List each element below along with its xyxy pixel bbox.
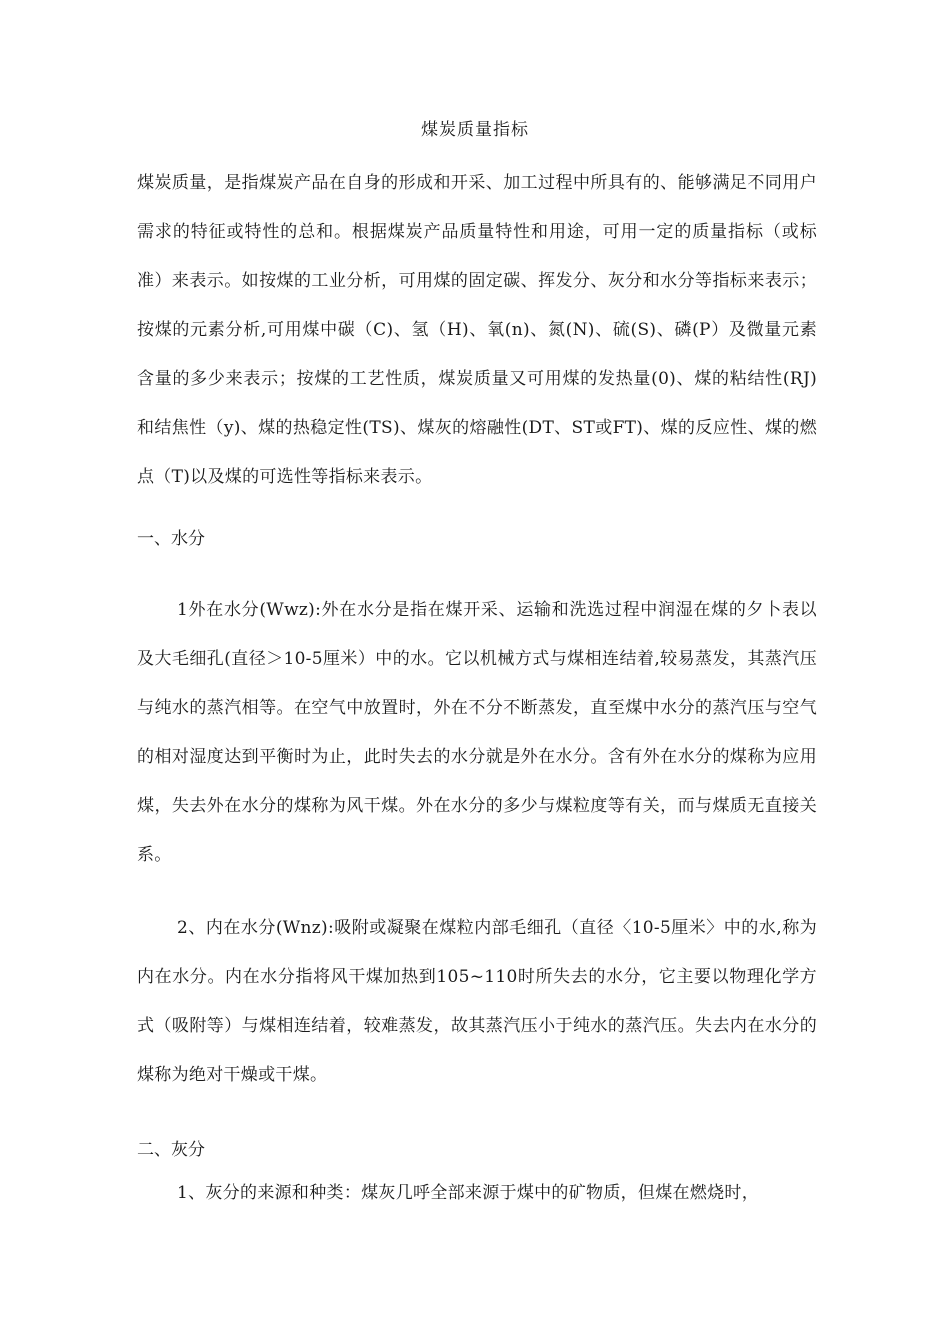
paragraph-internal-moisture: 2、内在水分(Wnz):吸附或凝聚在煤粒内部毛细孔（直径〈10-5厘米〉中的水,称为内在水分。内在水分指将风干煤加热到105~110时所失去的水分，它主要以物理化学方式（吸附等）与煤相连结着，较难蒸发，故其蒸汽压小于纯水的蒸汽压。失去内在水分的煤称为绝对干燥或干煤。 [137,918,817,1085]
document-title: 煤炭质量指标 [421,120,529,140]
section-heading-moisture: 一、水分 [137,529,205,549]
intro-paragraph: 煤炭质量，是指煤炭产品在自身的形成和开采、加工过程中所具有的、能够满足不同用户需求的特征或特性的总和。根据煤炭产品质量特性和用途，可用一定的质量指标（或标准）来表示。如按煤的工业分析，可用煤的固定碳、挥发分、灰分和水分等指标来表示；按煤的元素分析,可用煤中碳（C)、氢（H)、氧(n)、氮(N)、硫(S)、磷(P）及微量元素含量的多少来表示；按煤的工艺性质，煤炭质量又可用煤的发热量(0)、煤的粘结性(RJ)和结焦性（y)、煤的热稳定性(TS)、煤灰的熔融性(DT、ST或FT)、煤的反应性、煤的燃点（T)以及煤的可选性等指标来表示。 [137,173,817,487]
paragraph-ash-source: 1、灰分的来源和种类：煤灰几呼全部来源于煤中的矿物质，但煤在燃烧时， [177,1183,760,1203]
section-heading-ash: 二、灰分 [137,1140,205,1160]
paragraph-external-moisture: 1外在水分(Wwz):外在水分是指在煤开采、运输和洗选过程中润湿在煤的夕卜表以及大毛细孔(直径＞10-5厘米）中的水。它以机械方式与煤相连结着,较易蒸发，其蒸汽压与纯水的蒸汽相等。在空气中放置时，外在不分不断蒸发，直至煤中水分的蒸汽压与空气的相对湿度达到平衡时为止，此时失去的水分就是外在水分。含有外在水分的煤称为应用煤，失去外在水分的煤称为风干煤。外在水分的多少与煤粒度等有关，而与煤质无直接关系。 [137,600,817,865]
